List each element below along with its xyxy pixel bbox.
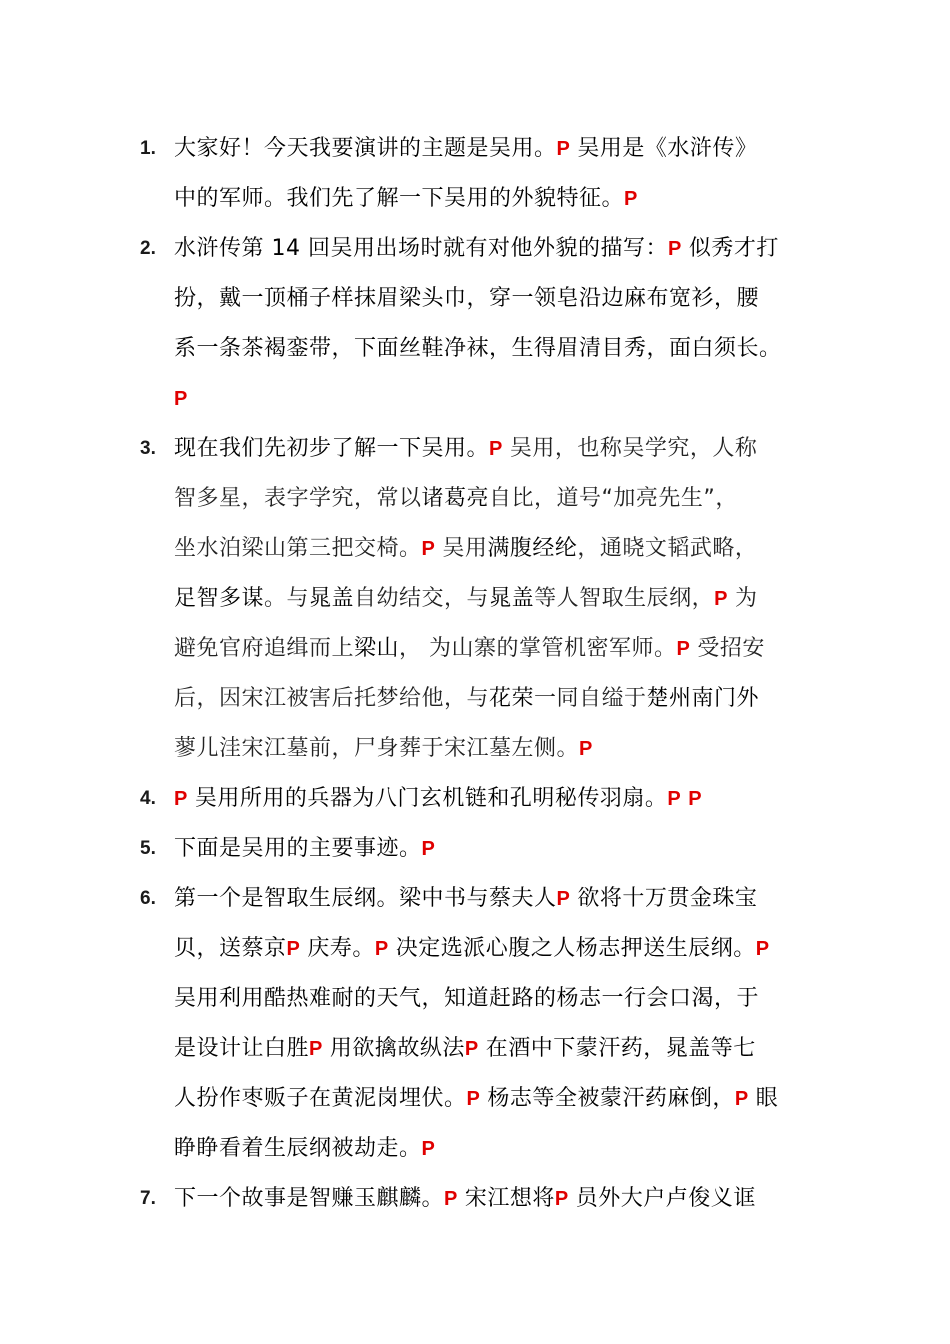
- item-number: 6.: [140, 888, 156, 909]
- text-segment: 花荣: [489, 686, 535, 711]
- text-line: [174, 174, 828, 224]
- page-marker: P: [489, 438, 503, 460]
- text-segment: 晁盖: [489, 586, 535, 611]
- item-number: 4.: [140, 788, 156, 809]
- text-segment: 庆寿。: [307, 936, 375, 961]
- page-marker: P: [421, 838, 435, 860]
- item-number: 7.: [140, 1188, 156, 1209]
- page-marker: P: [374, 938, 389, 960]
- text-segment: 扮，戴一顶桶子样抹眉梁头巾，穿一领皂沿边麻布宽衫，腰: [174, 286, 760, 311]
- text-segment: 蓼儿洼宋江墓前，尸身葬于宋江墓左侧。: [174, 736, 580, 761]
- page-marker: P: [667, 788, 681, 810]
- text-segment: 一同自缢于: [534, 686, 647, 711]
- text-segment: 为: [734, 586, 758, 611]
- text-segment: 足智多谋: [174, 586, 265, 611]
- text-line: [174, 1174, 828, 1224]
- item-number: 5.: [140, 838, 156, 859]
- text-line: [174, 524, 828, 574]
- page-marker: P: [624, 188, 638, 210]
- text-segment: 似秀才打: [688, 236, 779, 261]
- text-line: [174, 624, 828, 674]
- text-line: [174, 924, 828, 974]
- item-number: 2.: [140, 238, 156, 259]
- text-segment: 后，因宋江被害后托梦给他，与: [174, 686, 490, 711]
- text-segment: 受招安: [697, 636, 765, 661]
- list-item: [140, 824, 828, 874]
- text-segment: 欲将十万贯金珠宝: [577, 886, 758, 911]
- text-segment: 决定选派心腹之人杨志押送生辰纲。: [395, 936, 756, 961]
- text-line: [174, 1074, 828, 1124]
- text-segment: 系一条茶褐銮带，下面丝鞋净袜，生得眉清目秀，面白须长。: [174, 336, 782, 361]
- page-marker: P: [466, 1088, 480, 1110]
- text-segment: 楚州南门外: [646, 686, 760, 711]
- text-line: [174, 474, 828, 524]
- text-segment: 水浒传第 14 回吴用出场时就有对他外貌的描写：: [174, 236, 668, 261]
- page-marker: P: [286, 938, 300, 960]
- text-segment: ， 为山寨的掌管机密军师。: [399, 636, 677, 661]
- text-segment: 员外大户卢俊义诓: [575, 1186, 756, 1211]
- list-item: [140, 424, 828, 774]
- text-line: [174, 824, 828, 874]
- page-marker: P: [174, 788, 188, 810]
- text-segment: 等人智取生辰纲，: [534, 586, 715, 611]
- text-segment: 坐水泊梁山第三把交椅。: [174, 536, 422, 561]
- text-segment: 在酒中下蒙汗药，晁盖等七: [485, 1036, 756, 1061]
- text-segment: 满腹经纶: [487, 536, 578, 561]
- text-segment: 吴用所用的兵器为八门玄机链和孔明秘传羽扇。: [194, 786, 668, 811]
- page-marker: P: [421, 1138, 435, 1160]
- page-marker: P: [579, 738, 593, 760]
- text-segment: 是设计让白胜: [174, 1036, 310, 1061]
- text-segment: 。与: [264, 586, 310, 611]
- page-marker: P: [556, 888, 570, 910]
- page-marker: P: [174, 388, 188, 410]
- text-line: [174, 124, 828, 174]
- text-segment: 杨志等全被蒙汗药麻倒，: [487, 1086, 735, 1111]
- page-marker: P: [734, 1088, 749, 1110]
- text-segment: 大家好！今天我要演讲的主题是吴用。: [174, 136, 557, 161]
- text-line: [174, 874, 828, 924]
- text-segment: 睁睁看着生辰纲被劫走。: [174, 1136, 422, 1161]
- text-line: [174, 674, 828, 724]
- text-segment: 晁盖: [309, 586, 355, 611]
- text-segment: 自比，道号“加亮先生”，: [489, 486, 738, 511]
- list-item: [140, 774, 828, 824]
- page-marker: P: [755, 938, 770, 960]
- speech-list: [140, 124, 828, 1224]
- list-item: [140, 224, 828, 424]
- list-item: [140, 1174, 828, 1224]
- page-marker: P: [464, 1038, 479, 1060]
- text-segment: 宋江想将: [464, 1186, 555, 1211]
- text-segment: 下一个故事是智赚玉麒麟。: [174, 1186, 445, 1211]
- text-segment: 现在我们先初步了解一下吴用。: [174, 436, 490, 461]
- text-line: [174, 274, 828, 324]
- text-segment: 人扮作枣贩子在黄泥岗埋伏。: [174, 1086, 467, 1111]
- text-line: [174, 774, 828, 824]
- list-item: [140, 124, 828, 224]
- page-marker: P: [714, 588, 728, 610]
- page-marker: P: [667, 238, 682, 260]
- text-segment: 吴用，也称吴学究，人称: [509, 436, 758, 461]
- text-segment: 用欲擒故纵法: [329, 1036, 465, 1061]
- text-line: [174, 224, 828, 274]
- text-segment: 诸葛亮: [421, 486, 490, 511]
- text-segment: 中的军师。我们先了解一下吴用的外貌特征。: [174, 186, 625, 211]
- page-marker: P: [309, 1038, 323, 1060]
- page-marker: P: [444, 1188, 458, 1210]
- text-line: [174, 574, 828, 624]
- text-segment: 避免官府追缉而上: [174, 636, 355, 661]
- text-line: [174, 974, 828, 1024]
- text-line: [174, 724, 828, 774]
- text-segment: 吴用利用酷热难耐的天气，知道赶路的杨志一行会口渴，于: [174, 986, 760, 1011]
- text-segment: 第一个是智取生辰纲。梁中书与蔡夫人: [174, 886, 557, 911]
- page-marker: P: [421, 538, 435, 560]
- text-segment: ，通晓文韬武略，: [577, 536, 758, 561]
- text-segment: 吴用: [442, 536, 488, 561]
- page-marker: P: [676, 638, 690, 660]
- text-segment: 自幼结交，与: [354, 586, 490, 611]
- text-line: [174, 1124, 828, 1174]
- page-marker: P: [688, 788, 702, 810]
- item-number: 1.: [140, 138, 156, 159]
- text-segment: 贝，送蔡京: [174, 936, 287, 961]
- text-segment: 吴用是《水浒传》: [577, 136, 758, 161]
- text-line: [174, 424, 828, 474]
- text-segment: 下面是吴用的主要事迹。: [174, 836, 422, 861]
- text-line: [174, 1024, 828, 1074]
- list-item: [140, 874, 828, 1174]
- page-marker: P: [556, 138, 570, 160]
- page-marker: P: [554, 1188, 569, 1210]
- text-segment: 眼: [755, 1086, 779, 1111]
- text-segment: 梁山: [354, 636, 400, 661]
- text-segment: 智多星，表字学究，常以: [174, 486, 422, 511]
- text-line: [174, 374, 828, 424]
- item-number: 3.: [140, 438, 156, 459]
- text-line: [174, 324, 828, 374]
